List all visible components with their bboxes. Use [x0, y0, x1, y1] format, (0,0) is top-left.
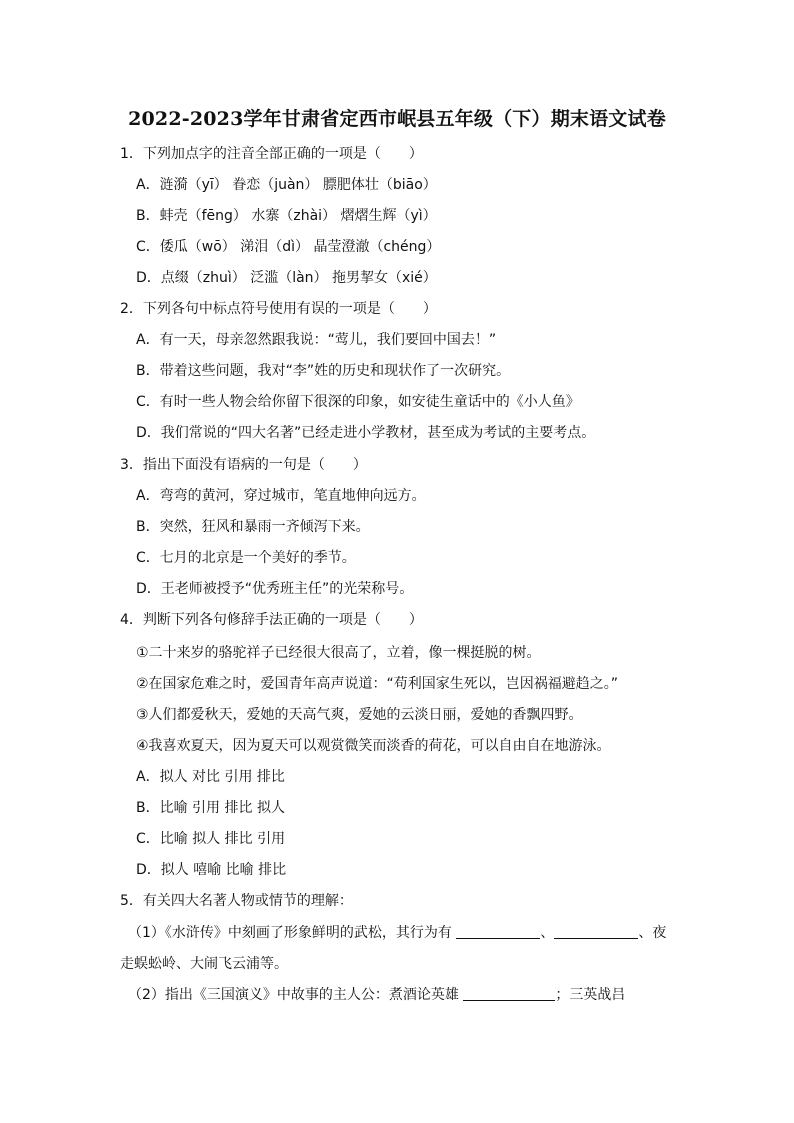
question-5-part-2 — [128, 986, 625, 1004]
question-3-option-b: B．突然，狂风和暴雨一齐倾泻下来。 — [136, 519, 370, 535]
question-2-stem: 2．下列各句中标点符号使用有误的一项是（ ） — [120, 301, 437, 317]
question-4-option-b: B．比喻 引用 排比 拟人 — [136, 800, 285, 816]
question-4-sentence-3: ③人们都爱秋天，爱她的天高气爽，爱她的云淡日丽，爱她的香飘四野。 — [136, 707, 583, 723]
answer-blank-2[interactable] — [554, 924, 638, 939]
question-4-stem: 4．判断下列各句修辞手法正确的一项是（ ） — [120, 612, 423, 628]
question-1-option-a: A．涟漪（yī） 眷恋（juàn） 膘肥体壮（biāo） — [136, 177, 437, 193]
question-3-option-d: D．王老师被授予“优秀班主任”的光荣称号。 — [136, 581, 414, 597]
question-3-stem: 3．指出下面没有语病的一句是（ ） — [120, 457, 367, 473]
question-1-option-c: C．倭瓜（wō） 涕泪（dì） 晶莹澄澈（chéng） — [136, 239, 441, 255]
question-5-part-1-text-b: 、夜 — [638, 925, 667, 941]
question-5-part-2-text-b: ；三英战吕 — [555, 987, 626, 1003]
question-3-option-a: A．弯弯的黄河，穿过城市，笔直地伸向远方。 — [136, 488, 426, 504]
question-4-option-c: C．比喻 拟人 排比 引用 — [136, 831, 286, 847]
question-5-part-2-text-a: （2）指出《三国演义》中故事的主人公：煮酒论英雄 — [128, 987, 459, 1003]
question-5-part-1-separator: 、 — [540, 925, 555, 941]
question-5-stem: 5．有关四大名著人物或情节的理解： — [120, 893, 353, 909]
question-3-option-c: C．七月的北京是一个美好的季节。 — [136, 550, 356, 566]
question-4-option-d: D．拟人 嘻喻 比喻 排比 — [136, 862, 287, 878]
question-5-part-1-continued: 走蜈蚣岭、大闹飞云浦等。 — [120, 956, 288, 972]
question-2-option-d: D．我们常说的“四大名著”已经走进小学教材，甚至成为考试的主要考点。 — [136, 425, 596, 441]
question-5-part-1-text-a: （1）《水浒传》中刻画了形象鲜明的武松，其行为有 — [128, 925, 452, 941]
exam-title: 2022-2023学年甘肃省定西市岷县五年级（下）期末语文试卷 — [128, 108, 666, 130]
question-2-option-c: C．有时一些人物会给你留下很深的印象，如安徒生童话中的《小人鱼》 — [136, 394, 580, 410]
question-5-part-1 — [128, 924, 666, 942]
question-4-sentence-2: ②在国家危难之时，爱国青年高声说道：“苟利国家生死以，岂因祸福避趋之。” — [136, 676, 619, 692]
question-2-option-b: B．带着这些问题，我对“李”姓的历史和现状作了一次研究。 — [136, 363, 511, 379]
answer-blank-1[interactable] — [456, 924, 540, 939]
question-1-option-d: D．点缀（zhuì） 泛滥（làn） 拖男挈女（xié） — [136, 270, 437, 286]
question-4-option-a: A．拟人 对比 引用 排比 — [136, 769, 285, 785]
question-1-option-b: B．蚌壳（fēng） 水寨（zhài） 熠熠生辉（yì） — [136, 208, 437, 224]
answer-blank-3[interactable] — [463, 986, 555, 1001]
question-1-stem: 1．下列加点字的注音全部正确的一项是（ ） — [120, 146, 423, 162]
question-4-sentence-4: ④我喜欢夏天，因为夏天可以观赏微笑而淡香的荷花，可以自由自在地游泳。 — [136, 738, 611, 754]
question-4-sentence-1: ①二十来岁的骆驼祥子已经很大很高了，立着，像一棵挺脱的树。 — [136, 645, 541, 661]
question-2-option-a: A．有一天，母亲忽然跟我说：“莺儿，我们要回中国去！” — [136, 332, 497, 348]
